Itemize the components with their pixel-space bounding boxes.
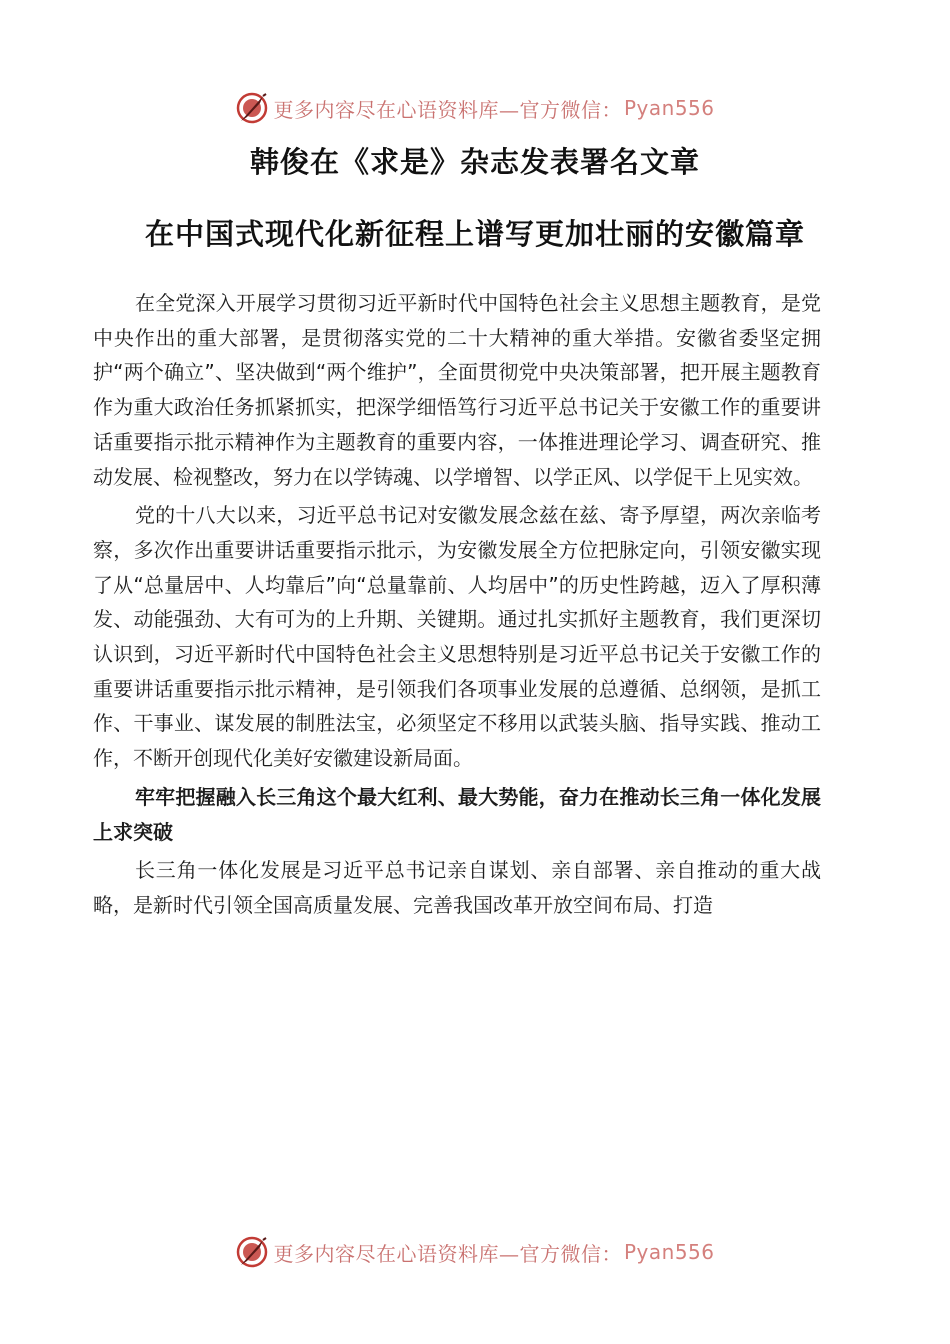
section-heading: 牢牢把握融入长三角这个最大红利、最大势能，奋力在推动长三角一体化发展上求突破 <box>93 784 821 844</box>
document-title: 韩俊在《求是》杂志发表署名文章 <box>249 145 700 179</box>
quill-seal-logo-icon <box>235 91 269 125</box>
document-subtitle: 在中国式现代化新征程上谱写更加壮丽的安徽篇章 <box>144 217 805 251</box>
watermark-header <box>0 88 950 128</box>
paragraph: 在全党深入开展学习贯彻习近平新时代中国特色社会主义思想主题教育，是党中央作出的重大部署，是贯彻落实党的二十大精神的重大举措。安徽省委坚定拥护“两个确立”、坚决做到“两个维护”，全面贯彻党中央决策部署，把开展主题教育作为重大政治任务抓紧抓实，把深学细悟笃行习近平总书记关于安徽工作的重要讲话重要指示批示精神作为主题教育的重要内容，一体推进理论学习、调查研究、推动发展、检视整改，努力在以学铸魂、以学增智、以学正风、以学促干上见实效。 <box>93 291 821 489</box>
paragraph: 党的十八大以来，习近平总书记对安徽发展念兹在兹、寄予厚望，两次亲临考察，多次作出重要讲话重要指示批示，为安徽发展全方位把脉定向，引领安徽实现了从“总量居中、人均靠后”向“总量靠前、人均居中”的历史性跨越，迈入了厚积薄发、动能强劲、大有可为的上升期、关键期。通过扎实抓好主题教育，我们更深切认识到，习近平新时代中国特色社会主义思想特别是习近平总书记关于安徽工作的重要讲话重要指示批示精神，是引领我们各项事业发展的总遵循、总纲领，是抓工作、干事业、谋发展的制胜法宝，必须坚定不移用以武装头脑、指导实践、推动工作，不断开创现代化美好安徽建设新局面。 <box>93 503 821 771</box>
watermark-main-text: 更多内容尽在心语资料库—官方微信： <box>273 97 622 122</box>
quill-seal-logo-icon <box>235 1235 269 1269</box>
watermark-footer <box>0 1232 950 1272</box>
article-body <box>93 286 821 927</box>
paragraph: 长三角一体化发展是习近平总书记亲自谋划、亲自部署、亲自推动的重大战略，是新时代引领全国高质量发展、完善我国改革开放空间布局、打造 <box>93 858 821 917</box>
watermark-wechat-id: Pyan556 <box>623 96 715 120</box>
watermark-main-text: 更多内容尽在心语资料库—官方微信： <box>273 1241 622 1266</box>
watermark-wechat-id: Pyan556 <box>623 1240 715 1264</box>
